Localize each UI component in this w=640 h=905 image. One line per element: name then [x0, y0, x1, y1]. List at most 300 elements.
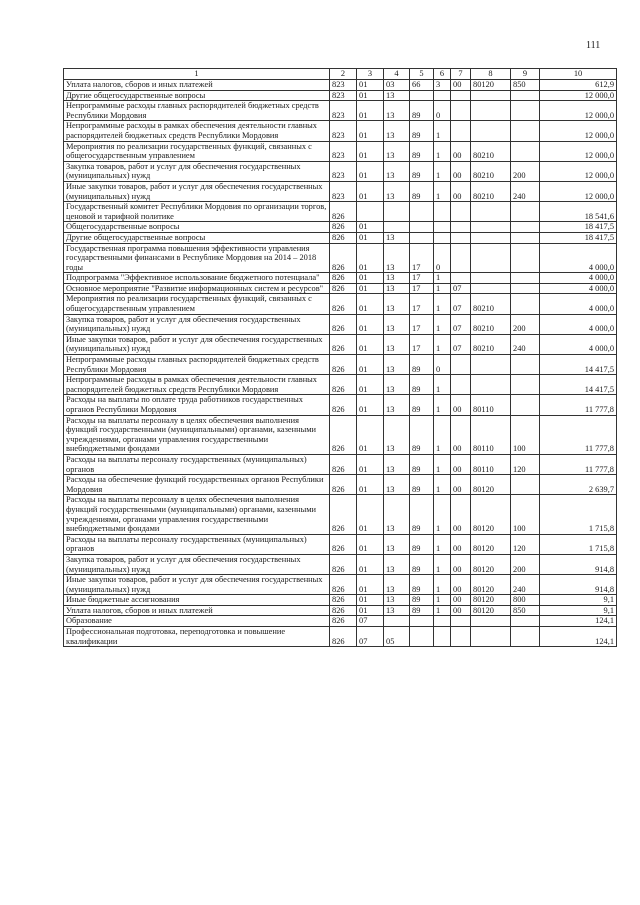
cell-subprogram: 1	[434, 181, 451, 201]
cell-program	[410, 616, 434, 627]
cell-subprogram: 1	[434, 334, 451, 354]
cell-subprogram: 0	[434, 355, 451, 375]
cell-section: 01	[357, 181, 384, 201]
cell-amount: 11 777,8	[540, 395, 617, 415]
cell-subsection: 13	[384, 415, 410, 454]
cell-expense-type: 100	[511, 415, 540, 454]
cell-event	[451, 90, 471, 101]
cell-direction: 80110	[471, 454, 511, 474]
cell-event	[451, 222, 471, 233]
table-row	[64, 575, 617, 595]
cell-name: Непрограммные расходы в рамках обеспечения деятельности главных распорядителей бюджетных средств Республики Мордовия	[64, 121, 330, 141]
cell-subsection: 03	[384, 80, 410, 91]
cell-ministry: 823	[330, 161, 357, 181]
cell-subsection: 13	[384, 595, 410, 606]
table-row	[64, 355, 617, 375]
cell-subsection: 13	[384, 554, 410, 574]
cell-expense-type	[511, 222, 540, 233]
cell-subprogram: 1	[434, 415, 451, 454]
table-row	[64, 616, 617, 627]
cell-direction: 80210	[471, 334, 511, 354]
cell-section: 01	[357, 222, 384, 233]
cell-expense-type: 200	[511, 314, 540, 334]
cell-amount: 18 417,5	[540, 222, 617, 233]
cell-event	[451, 616, 471, 627]
cell-amount: 11 777,8	[540, 415, 617, 454]
cell-amount: 4 000,0	[540, 243, 617, 273]
cell-subsection	[384, 202, 410, 222]
table-row	[64, 121, 617, 141]
cell-name: Расходы на выплаты персоналу государственных (муниципальных) органов	[64, 454, 330, 474]
cell-ministry: 823	[330, 181, 357, 201]
cell-name: Основное мероприятие "Развитие информационных систем и ресурсов"	[64, 283, 330, 294]
table-row	[64, 415, 617, 454]
table-row	[64, 232, 617, 243]
cell-name: Иные бюджетные ассигнования	[64, 595, 330, 606]
cell-amount: 2 639,7	[540, 475, 617, 495]
cell-event: 00	[451, 161, 471, 181]
cell-section: 01	[357, 232, 384, 243]
cell-program: 89	[410, 141, 434, 161]
cell-section: 01	[357, 605, 384, 616]
cell-subprogram: 1	[434, 475, 451, 495]
cell-subsection: 13	[384, 534, 410, 554]
cell-direction: 80120	[471, 495, 511, 534]
cell-name: Образование	[64, 616, 330, 627]
cell-section: 01	[357, 101, 384, 121]
cell-direction	[471, 202, 511, 222]
cell-ministry: 826	[330, 232, 357, 243]
cell-direction: 80120	[471, 575, 511, 595]
cell-direction: 80110	[471, 395, 511, 415]
cell-name: Профессиональная подготовка, переподготовка и повышение квалификации	[64, 627, 330, 647]
cell-expense-type	[511, 627, 540, 647]
cell-name: Расходы на обеспечение функций государственных органов Республики Мордовия	[64, 475, 330, 495]
cell-subsection: 13	[384, 243, 410, 273]
cell-subsection	[384, 222, 410, 233]
cell-amount: 914,8	[540, 575, 617, 595]
cell-direction: 80120	[471, 595, 511, 606]
cell-ministry: 826	[330, 294, 357, 314]
cell-program: 89	[410, 161, 434, 181]
cell-amount: 12 000,0	[540, 121, 617, 141]
cell-ministry: 823	[330, 101, 357, 121]
cell-program: 89	[410, 375, 434, 395]
cell-name: Другие общегосударственные вопросы	[64, 90, 330, 101]
cell-expense-type: 120	[511, 454, 540, 474]
cell-program: 17	[410, 243, 434, 273]
cell-event: 00	[451, 395, 471, 415]
cell-subprogram: 1	[434, 454, 451, 474]
cell-subprogram: 1	[434, 534, 451, 554]
cell-program: 17	[410, 294, 434, 314]
cell-name: Непрограммные расходы в рамках обеспечения деятельности главных распорядителей бюджетных средств Республики Мордовия	[64, 375, 330, 395]
cell-direction	[471, 90, 511, 101]
cell-expense-type	[511, 616, 540, 627]
table-row	[64, 534, 617, 554]
cell-subprogram: 1	[434, 141, 451, 161]
cell-section: 01	[357, 595, 384, 606]
cell-expense-type	[511, 355, 540, 375]
cell-direction	[471, 283, 511, 294]
table-row	[64, 334, 617, 354]
cell-name: Мероприятия по реализации государственных функций, связанных с общегосударственным управлением	[64, 294, 330, 314]
cell-ministry: 826	[330, 627, 357, 647]
cell-amount: 12 000,0	[540, 161, 617, 181]
cell-subprogram: 1	[434, 575, 451, 595]
cell-section: 01	[357, 273, 384, 284]
column-header-6: 6	[434, 69, 451, 80]
cell-program: 89	[410, 605, 434, 616]
cell-ministry: 826	[330, 605, 357, 616]
cell-name: Расходы на выплаты персоналу в целях обеспечения выполнения функций государственными (муниципальными) органами, казенными учреждениями, органами управления государственными внебюджетными фондами	[64, 415, 330, 454]
cell-name: Закупка товаров, работ и услуг для обеспечения государственных (муниципальных) нужд	[64, 314, 330, 334]
column-header-9: 9	[511, 69, 540, 80]
cell-subsection: 13	[384, 161, 410, 181]
cell-subprogram: 1	[434, 121, 451, 141]
cell-subsection: 13	[384, 181, 410, 201]
table-row	[64, 222, 617, 233]
cell-event: 00	[451, 554, 471, 574]
cell-ministry: 826	[330, 454, 357, 474]
table-row	[64, 554, 617, 574]
cell-event	[451, 355, 471, 375]
cell-ministry: 826	[330, 395, 357, 415]
table-row	[64, 273, 617, 284]
column-header-3: 3	[357, 69, 384, 80]
cell-event	[451, 627, 471, 647]
cell-direction: 80120	[471, 554, 511, 574]
cell-direction: 80210	[471, 314, 511, 334]
cell-event: 07	[451, 294, 471, 314]
cell-ministry: 826	[330, 314, 357, 334]
cell-amount: 9,1	[540, 605, 617, 616]
column-header-4: 4	[384, 69, 410, 80]
cell-subsection: 13	[384, 575, 410, 595]
cell-subprogram: 1	[434, 595, 451, 606]
cell-amount: 4 000,0	[540, 283, 617, 294]
cell-expense-type: 240	[511, 181, 540, 201]
cell-expense-type: 850	[511, 605, 540, 616]
column-header-8: 8	[471, 69, 511, 80]
cell-name: Уплата налогов, сборов и иных платежей	[64, 605, 330, 616]
cell-amount: 12 000,0	[540, 101, 617, 121]
cell-section: 01	[357, 294, 384, 314]
table-row	[64, 314, 617, 334]
cell-ministry: 823	[330, 121, 357, 141]
cell-subsection: 05	[384, 627, 410, 647]
cell-section: 01	[357, 80, 384, 91]
cell-name: Иные закупки товаров, работ и услуг для обеспечения государственных (муниципальных) нужд	[64, 575, 330, 595]
cell-subprogram: 0	[434, 101, 451, 121]
cell-subprogram: 1	[434, 554, 451, 574]
cell-amount: 12 000,0	[540, 181, 617, 201]
table-row	[64, 181, 617, 201]
cell-section: 01	[357, 395, 384, 415]
cell-subprogram	[434, 222, 451, 233]
cell-ministry: 826	[330, 575, 357, 595]
cell-amount: 914,8	[540, 554, 617, 574]
table-body	[64, 80, 617, 647]
cell-direction	[471, 355, 511, 375]
cell-name: Расходы на выплаты персоналу государственных (муниципальных) органов	[64, 534, 330, 554]
cell-expense-type	[511, 273, 540, 284]
cell-program	[410, 90, 434, 101]
table-row	[64, 605, 617, 616]
cell-amount: 4 000,0	[540, 334, 617, 354]
cell-subsection: 13	[384, 495, 410, 534]
cell-ministry: 826	[330, 534, 357, 554]
cell-subsection: 13	[384, 314, 410, 334]
cell-direction	[471, 273, 511, 284]
cell-name: Государственная программа повышения эффективности управления государственными финансами в Республике Мордовия на 2014 – 2018 годы	[64, 243, 330, 273]
cell-amount: 11 777,8	[540, 454, 617, 474]
cell-direction: 80110	[471, 415, 511, 454]
cell-expense-type	[511, 375, 540, 395]
cell-event: 00	[451, 595, 471, 606]
cell-event: 00	[451, 534, 471, 554]
table-row	[64, 141, 617, 161]
cell-amount: 4 000,0	[540, 294, 617, 314]
budget-table	[63, 68, 617, 647]
cell-direction: 80120	[471, 534, 511, 554]
cell-subsection	[384, 616, 410, 627]
cell-ministry: 826	[330, 355, 357, 375]
table-row	[64, 454, 617, 474]
cell-direction	[471, 121, 511, 141]
cell-direction: 80210	[471, 161, 511, 181]
cell-section: 01	[357, 495, 384, 534]
cell-direction: 80210	[471, 294, 511, 314]
cell-ministry: 823	[330, 80, 357, 91]
cell-direction: 80210	[471, 181, 511, 201]
cell-amount: 4 000,0	[540, 273, 617, 284]
table-row	[64, 80, 617, 91]
cell-program: 17	[410, 283, 434, 294]
cell-direction	[471, 222, 511, 233]
cell-program	[410, 222, 434, 233]
cell-amount: 14 417,5	[540, 375, 617, 395]
cell-ministry: 826	[330, 616, 357, 627]
cell-expense-type	[511, 202, 540, 222]
cell-subsection: 13	[384, 395, 410, 415]
cell-section: 01	[357, 243, 384, 273]
cell-name: Подпрограмма "Эффективное использование бюджетного потенциала"	[64, 273, 330, 284]
cell-amount: 1 715,8	[540, 534, 617, 554]
cell-event: 07	[451, 334, 471, 354]
cell-program: 89	[410, 395, 434, 415]
cell-event: 00	[451, 605, 471, 616]
cell-section: 01	[357, 534, 384, 554]
cell-section: 07	[357, 627, 384, 647]
cell-ministry: 823	[330, 141, 357, 161]
cell-program	[410, 202, 434, 222]
cell-program: 89	[410, 355, 434, 375]
cell-subsection: 13	[384, 334, 410, 354]
cell-subsection: 13	[384, 454, 410, 474]
cell-program: 17	[410, 314, 434, 334]
header-row	[64, 69, 617, 80]
cell-expense-type	[511, 101, 540, 121]
cell-program: 89	[410, 475, 434, 495]
cell-expense-type	[511, 121, 540, 141]
cell-event	[451, 243, 471, 273]
cell-event: 00	[451, 575, 471, 595]
table-row	[64, 161, 617, 181]
table-row	[64, 495, 617, 534]
cell-amount: 18 541,6	[540, 202, 617, 222]
cell-ministry: 826	[330, 495, 357, 534]
cell-subprogram: 1	[434, 495, 451, 534]
cell-subprogram: 1	[434, 395, 451, 415]
cell-amount: 14 417,5	[540, 355, 617, 375]
table-row	[64, 475, 617, 495]
cell-expense-type	[511, 283, 540, 294]
cell-subsection: 13	[384, 605, 410, 616]
cell-event: 07	[451, 283, 471, 294]
cell-subprogram: 1	[434, 283, 451, 294]
cell-event: 07	[451, 314, 471, 334]
cell-name: Общегосударственные вопросы	[64, 222, 330, 233]
cell-ministry: 826	[330, 222, 357, 233]
cell-expense-type: 800	[511, 595, 540, 606]
cell-amount: 12 000,0	[540, 90, 617, 101]
column-header-7: 7	[451, 69, 471, 80]
cell-name: Уплата налогов, сборов и иных платежей	[64, 80, 330, 91]
cell-name: Иные закупки товаров, работ и услуг для обеспечения государственных (муниципальных) нужд	[64, 334, 330, 354]
cell-expense-type	[511, 294, 540, 314]
cell-expense-type	[511, 395, 540, 415]
column-header-5: 5	[410, 69, 434, 80]
table-row	[64, 283, 617, 294]
cell-event	[451, 232, 471, 243]
cell-event	[451, 101, 471, 121]
cell-amount: 4 000,0	[540, 314, 617, 334]
cell-event: 00	[451, 181, 471, 201]
cell-expense-type	[511, 90, 540, 101]
cell-program: 17	[410, 273, 434, 284]
cell-direction: 80120	[471, 605, 511, 616]
cell-program: 66	[410, 80, 434, 91]
cell-section: 01	[357, 121, 384, 141]
cell-subprogram: 0	[434, 243, 451, 273]
table-row	[64, 101, 617, 121]
cell-direction	[471, 232, 511, 243]
cell-program: 17	[410, 334, 434, 354]
cell-section: 01	[357, 141, 384, 161]
cell-program: 89	[410, 454, 434, 474]
cell-section: 01	[357, 375, 384, 395]
table-row	[64, 294, 617, 314]
page-number: 111	[586, 40, 601, 51]
cell-ministry: 826	[330, 375, 357, 395]
cell-ministry: 826	[330, 415, 357, 454]
cell-name: Мероприятия по реализации государственных функций, связанных с общегосударственным управлением	[64, 141, 330, 161]
cell-subsection: 13	[384, 375, 410, 395]
cell-section	[357, 202, 384, 222]
cell-section: 01	[357, 161, 384, 181]
cell-subsection: 13	[384, 90, 410, 101]
cell-subsection: 13	[384, 232, 410, 243]
cell-subprogram	[434, 90, 451, 101]
cell-amount: 9,1	[540, 595, 617, 606]
cell-expense-type: 850	[511, 80, 540, 91]
cell-amount: 124,1	[540, 616, 617, 627]
cell-subprogram	[434, 232, 451, 243]
cell-name: Расходы на выплаты по оплате труда работников государственных органов Республики Мордовия	[64, 395, 330, 415]
cell-event: 00	[451, 141, 471, 161]
cell-name: Иные закупки товаров, работ и услуг для обеспечения государственных (муниципальных) нужд	[64, 181, 330, 201]
cell-name: Закупка товаров, работ и услуг для обеспечения государственных (муниципальных) нужд	[64, 554, 330, 574]
cell-subprogram: 1	[434, 273, 451, 284]
cell-event: 00	[451, 495, 471, 534]
cell-section: 07	[357, 616, 384, 627]
column-header-2: 2	[330, 69, 357, 80]
cell-section: 01	[357, 90, 384, 101]
cell-ministry: 823	[330, 90, 357, 101]
cell-ministry: 826	[330, 283, 357, 294]
cell-event	[451, 202, 471, 222]
cell-program: 89	[410, 595, 434, 606]
table-row	[64, 627, 617, 647]
cell-ministry: 826	[330, 273, 357, 284]
cell-direction	[471, 375, 511, 395]
cell-subprogram	[434, 202, 451, 222]
cell-expense-type	[511, 232, 540, 243]
cell-section: 01	[357, 554, 384, 574]
cell-expense-type	[511, 243, 540, 273]
cell-subsection: 13	[384, 273, 410, 284]
cell-event	[451, 375, 471, 395]
cell-section: 01	[357, 334, 384, 354]
cell-section: 01	[357, 355, 384, 375]
cell-direction	[471, 616, 511, 627]
cell-program	[410, 232, 434, 243]
cell-event	[451, 121, 471, 141]
table-row	[64, 243, 617, 273]
cell-event: 00	[451, 415, 471, 454]
cell-amount: 12 000,0	[540, 141, 617, 161]
cell-subsection: 13	[384, 355, 410, 375]
cell-name: Другие общегосударственные вопросы	[64, 232, 330, 243]
cell-subprogram	[434, 616, 451, 627]
column-header-1: 1	[64, 69, 330, 80]
cell-subprogram	[434, 627, 451, 647]
cell-expense-type	[511, 141, 540, 161]
cell-name: Непрограммные расходы главных распорядителей бюджетных средств Республики Мордовия	[64, 101, 330, 121]
cell-section: 01	[357, 454, 384, 474]
cell-expense-type: 200	[511, 554, 540, 574]
cell-expense-type	[511, 475, 540, 495]
cell-name: Расходы на выплаты персоналу в целях обеспечения выполнения функций государственными (муниципальными) органами, казенными учреждениями, органами управления государственными внебюджетными фондами	[64, 495, 330, 534]
cell-section: 01	[357, 575, 384, 595]
cell-program	[410, 627, 434, 647]
column-header-10: 10	[540, 69, 617, 80]
cell-subsection: 13	[384, 294, 410, 314]
table-row	[64, 375, 617, 395]
cell-subsection: 13	[384, 475, 410, 495]
cell-subprogram: 1	[434, 294, 451, 314]
cell-name: Закупка товаров, работ и услуг для обеспечения государственных (муниципальных) нужд	[64, 161, 330, 181]
cell-program: 89	[410, 575, 434, 595]
cell-expense-type: 240	[511, 575, 540, 595]
cell-program: 89	[410, 181, 434, 201]
cell-program: 89	[410, 495, 434, 534]
cell-program: 89	[410, 121, 434, 141]
cell-direction: 80120	[471, 475, 511, 495]
cell-subsection: 13	[384, 101, 410, 121]
table-row	[64, 90, 617, 101]
